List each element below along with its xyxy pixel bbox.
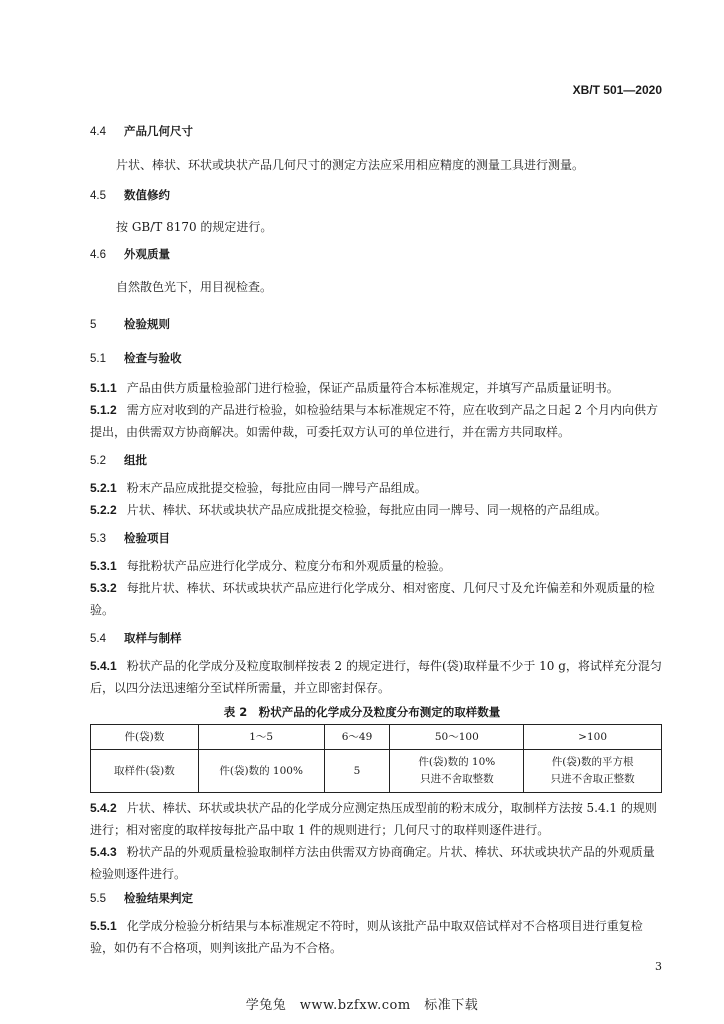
sampling-table [90,724,662,793]
section-heading-4-5 [90,187,170,203]
table-cell: 件(袋)数 [91,725,199,750]
cell-line: 只进不舍取正整数 [550,773,635,785]
footer-watermark: 学兔兔 www.bzfxw.com 标准下载 [245,998,479,1013]
table-cell: 6～49 [324,725,390,750]
clause-number: 5.2.2 [90,503,117,517]
clause-5-3-1 [90,555,662,577]
section-number: 4.4 [90,126,106,138]
section-number: 4.6 [90,249,106,261]
clause-text: 粉状产品的外观质量检验取制样方法由供需双方协商确定。片状、棒状、环状或块状产品的外观质量检验则逐件进行。 [90,845,655,881]
clause-number: 5.1.1 [90,381,117,395]
cell-line: 件(袋)数的 10% [418,756,496,768]
clause-number: 5.5.1 [90,919,117,933]
clause-5-4-1 [90,655,662,699]
section-number: 5.4 [90,633,106,645]
table-cell: 取样件(袋)数 [91,750,199,793]
clause-text: 每批片状、棒状、环状或块状产品应进行化学成分、相对密度、几何尺寸及允许偏差和外观质量的检验。 [90,581,655,617]
table-cell: 5 [324,750,390,793]
clause-5-5-1 [90,915,662,959]
paragraph-4-4: 片状、棒状、环状或块状产品几何尺寸的测定方法应采用相应精度的测量工具进行测量。 [116,158,585,172]
cell-line: 件(袋)数的平方根 [551,756,634,768]
section-heading-5 [90,316,170,332]
section-number: 5 [90,319,97,331]
clause-number: 5.4.3 [90,845,117,859]
section-heading-4-4 [90,123,193,139]
section-title: 检查与验收 [124,351,182,365]
section-number: 5.2 [90,455,106,467]
section-heading-5-1 [90,350,182,366]
clause-text: 片状、棒状、环状或块状产品应成批提交检验，每批应由同一牌号、同一规格的产品组成。 [126,503,607,517]
clause-text: 需方应对收到的产品进行检验，如检验结果与本标准规定不符，应在收到产品之日起 2 个月内向供方提出，由供需双方协商解决。如需仲裁，可委托双方认可的单位进行，并在需方共同取样。 [90,403,658,439]
table-cell: 50～100 [390,725,524,750]
section-heading-5-4 [90,630,182,646]
clause-number: 5.1.2 [90,403,117,417]
table-cell: >100 [524,725,662,750]
table-row [91,750,662,793]
clause-text: 每批粉状产品应进行化学成分、粒度分布和外观质量的检验。 [126,559,451,573]
clause-text: 片状、棒状、环状或块状产品的化学成分应测定热压成型前的粉末成分，取制样方法按 5.4.1 的规则进行；相对密度的取样按每批产品中取 1 件的规则进行；几何尺寸的取样则逐件进行。 [90,801,657,837]
table-title: 表 2 粉状产品的化学成分及粒度分布测定的取样数量 [223,705,501,719]
clause-text: 产品由供方质量检验部门进行检验，保证产品质量符合本标准规定，并填写产品质量证明书。 [126,381,619,395]
clause-number: 5.3.1 [90,559,117,573]
clause-5-2-2 [90,499,662,521]
cell-line: 只进不舍取整数 [420,773,494,785]
clause-number: 5.4.1 [90,659,117,673]
section-title: 外观质量 [124,247,170,261]
clause-5-3-2 [90,577,662,621]
table-row [91,725,662,750]
section-heading-5-3 [90,530,170,546]
section-heading-4-6 [90,246,170,262]
section-title: 检验规则 [124,317,170,331]
section-number: 4.5 [90,190,106,202]
clause-text: 粉末产品应成批提交检验，每批应由同一牌号产品组成。 [126,481,427,495]
section-title: 产品几何尺寸 [124,124,193,138]
section-heading-5-2 [90,452,147,468]
section-number: 5.1 [90,353,106,365]
section-number: 5.3 [90,533,106,545]
clause-text: 粉状产品的化学成分及粒度取制样按表 2 的规定进行，每件(袋)取样量不少于 10 g，将试样充分混匀后，以四分法迅速缩分至试样所需量，并立即密封保存。 [90,659,662,695]
table-cell: 件(袋)数的 100% [198,750,324,793]
page-number: 3 [655,960,662,973]
clause-5-2-1 [90,477,662,499]
clause-number: 5.2.1 [90,481,117,495]
section-title: 取样与制样 [124,631,182,645]
section-number: 5.5 [90,893,106,905]
standard-code: XB/T 501—2020 [572,83,662,97]
table-cell: 1～5 [198,725,324,750]
clause-5-4-2 [90,797,662,841]
clause-5-4-3 [90,841,662,885]
clause-5-1-1 [90,377,662,399]
paragraph-4-6: 自然散色光下，用目视检查。 [116,280,273,294]
clause-number: 5.4.2 [90,801,117,815]
section-title: 检验项目 [124,531,170,545]
table-cell [390,750,524,793]
section-title: 数值修约 [124,188,170,202]
section-title: 组批 [124,453,147,467]
table-cell [524,750,662,793]
paragraph-4-5: 按 GB/T 8170 的规定进行。 [116,220,273,234]
section-heading-5-5 [90,890,193,906]
clause-text: 化学成分检验分析结果与本标准规定不符时，则从该批产品中取双倍试样对不合格项目进行重复检验，如仍有不合格项，则判该批产品为不合格。 [90,919,643,955]
section-title: 检验结果判定 [124,891,193,905]
clause-number: 5.3.2 [90,581,117,595]
clause-5-1-2 [90,399,662,443]
